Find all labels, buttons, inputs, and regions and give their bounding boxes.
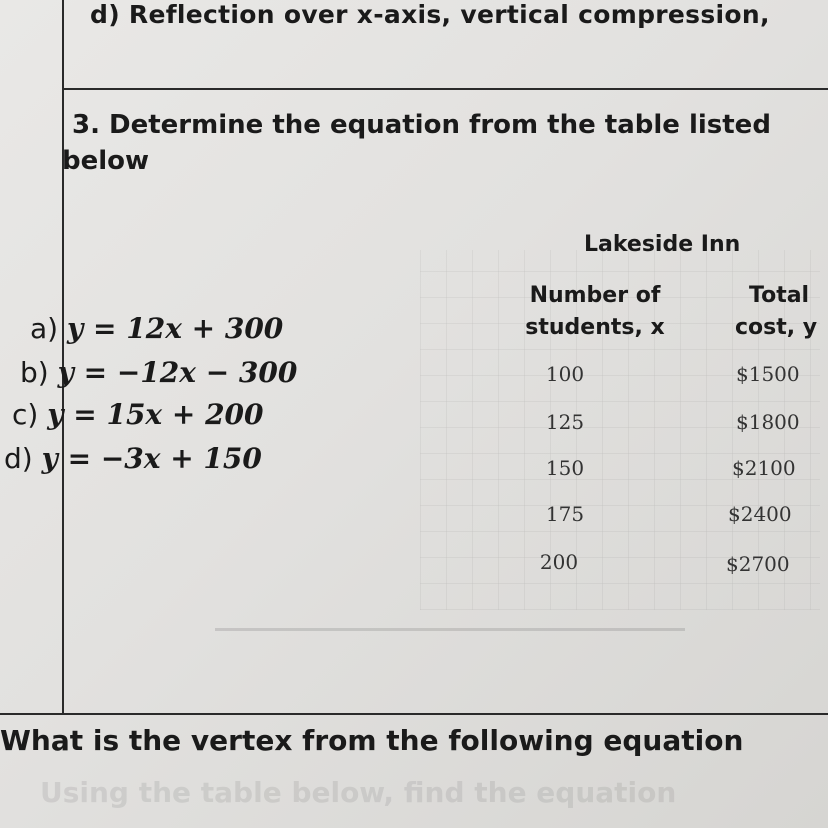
choice-equation: y = 15x + 200 bbox=[47, 398, 264, 431]
choice-equation: y = −3x + 150 bbox=[41, 442, 262, 475]
choice-label: a) bbox=[30, 312, 59, 345]
bleed-through-text: Using the table below, find the equation bbox=[40, 776, 677, 809]
table-cell-y: $1500 bbox=[736, 362, 800, 386]
section-bottom-border bbox=[0, 713, 828, 715]
choice-b[interactable] bbox=[20, 356, 297, 389]
header-line: Number of bbox=[529, 283, 661, 308]
table-cell-x: 100 bbox=[545, 362, 585, 386]
table-cell-y: $2100 bbox=[732, 456, 796, 480]
table-cell-x: 200 bbox=[539, 550, 579, 574]
header-line: cost, y bbox=[735, 315, 818, 340]
table-cell-x: 125 bbox=[545, 410, 585, 434]
table-cell-x: 150 bbox=[545, 456, 585, 480]
table-cell-y: $1800 bbox=[736, 410, 800, 434]
choice-a[interactable] bbox=[30, 312, 283, 345]
table-cell-y: $2700 bbox=[726, 552, 790, 576]
previous-choice-d: d) Reflection over x-axis, vertical compression, bbox=[90, 0, 770, 29]
question-3-text-continued: below bbox=[62, 146, 150, 176]
column-header-students bbox=[505, 280, 685, 344]
choice-label: c) bbox=[12, 398, 39, 431]
question-3-text: 3. Determine the equation from the table listed bbox=[72, 110, 771, 140]
choice-c[interactable] bbox=[12, 398, 264, 431]
table-cell-y: $2400 bbox=[728, 502, 792, 526]
column-header-cost bbox=[735, 280, 817, 344]
header-line: students, x bbox=[525, 315, 665, 340]
choice-label: d) bbox=[4, 442, 33, 475]
choice-equation: y = −12x − 300 bbox=[57, 356, 298, 389]
choice-equation: y = 12x + 300 bbox=[67, 312, 284, 345]
choice-label: b) bbox=[20, 356, 49, 389]
bleed-through-line bbox=[215, 628, 685, 631]
table-cell-x: 175 bbox=[545, 502, 585, 526]
choice-d[interactable] bbox=[4, 442, 262, 475]
header-line: Total bbox=[749, 283, 810, 308]
next-question-text: What is the vertex from the following equation bbox=[0, 724, 744, 757]
table-title: Lakeside Inn bbox=[584, 232, 741, 257]
section-top-border bbox=[62, 88, 828, 90]
